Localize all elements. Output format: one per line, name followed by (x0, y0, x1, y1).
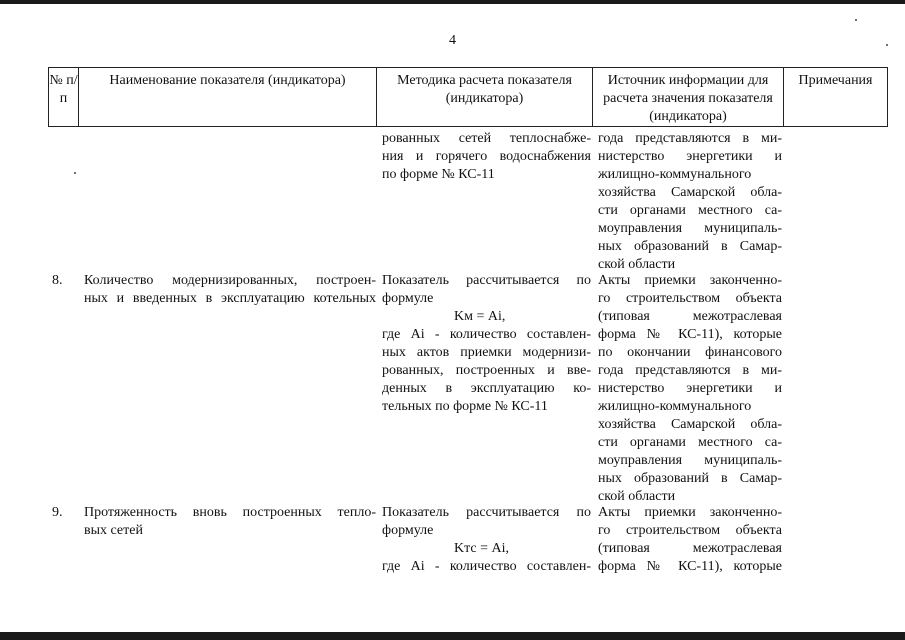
source-line: жилищно-коммунального (598, 167, 752, 182)
source-line: года представляются в ми- (598, 131, 782, 146)
source-line: моуправления муниципаль- (598, 221, 782, 236)
source-line: Акты приемки законченно- (598, 273, 782, 288)
row-number: 8. (52, 273, 63, 288)
method-line: Показатель рассчитывается по (382, 505, 591, 520)
formula: Kтс = Ai, (454, 541, 510, 556)
method-line: рованных, построенных и вве- (382, 363, 591, 378)
source-line: форма № КС-11), которые (598, 559, 782, 574)
page-number: 4 (449, 33, 456, 48)
source-line: хозяйства Самарской обла- (598, 185, 782, 200)
header-col-source: Источник информации для расчета значения показателя (индикатора) (593, 68, 784, 126)
row-number: 9. (52, 505, 63, 520)
scan-border-top (0, 0, 905, 4)
header-col-method: Методика расчета показателя (индикатора) (377, 68, 593, 126)
source-line: ных образований в Самар- (598, 239, 782, 254)
source-line: (типовая межотраслевая (598, 541, 782, 556)
source-line: моуправления муниципаль- (598, 453, 782, 468)
method-line: по форме № КС-11 (382, 167, 495, 182)
source-line: сти органами местного са- (598, 435, 782, 450)
method-line: ния и горячего водоснабжения (382, 149, 591, 164)
indicator-name-line: ных и введенных в эксплуатацию котельных (84, 291, 376, 306)
source-line: года представляются в ми- (598, 363, 782, 378)
source-line: го строительством объекта (598, 523, 782, 538)
source-line: (типовая межотраслевая (598, 309, 782, 324)
method-line: тельных по форме № КС-11 (382, 399, 548, 414)
indicator-name-line: вых сетей (84, 523, 143, 538)
header-col-name: Наименование показателя (индикатора) (79, 68, 377, 126)
method-line: денных в эксплуатацию ко- (382, 381, 591, 396)
source-line: ской области (598, 489, 676, 504)
source-line: жилищно-коммунального (598, 399, 752, 414)
header-col-notes: Примечания (798, 73, 873, 88)
indicator-name-line: Протяженность вновь построенных тепло- (84, 505, 376, 520)
source-line: Акты приемки законченно- (598, 505, 782, 520)
source-line: ных образований в Самар- (598, 471, 782, 486)
header-col-num: № п/п (49, 68, 79, 126)
scan-border-bottom (0, 632, 905, 640)
method-line: формуле (382, 523, 434, 538)
source-line: форма № КС-11), которые (598, 327, 782, 342)
source-line: нистерство энергетики и (598, 381, 782, 396)
table-header (48, 67, 888, 127)
method-line: ных актов приемки модернизи- (382, 345, 591, 360)
method-line: где Ai - количество составлен- (382, 327, 591, 342)
source-line: нистерство энергетики и (598, 149, 782, 164)
indicator-name-line: Количество модернизированных, построен- (84, 273, 376, 288)
scan-speck (855, 19, 857, 21)
source-line: по окончании финансового (598, 345, 782, 360)
source-line: го строительством объекта (598, 291, 782, 306)
method-line: формуле (382, 291, 434, 306)
method-line: где Ai - количество составлен- (382, 559, 591, 574)
source-line: сти органами местного са- (598, 203, 782, 218)
scan-speck (74, 172, 76, 174)
formula: Kм = Ai, (454, 309, 506, 324)
source-line: ской области (598, 257, 676, 272)
method-line: рованных сетей теплоснабже- (382, 131, 591, 146)
source-line: хозяйства Самарской обла- (598, 417, 782, 432)
method-line: Показатель рассчитывается по (382, 273, 591, 288)
